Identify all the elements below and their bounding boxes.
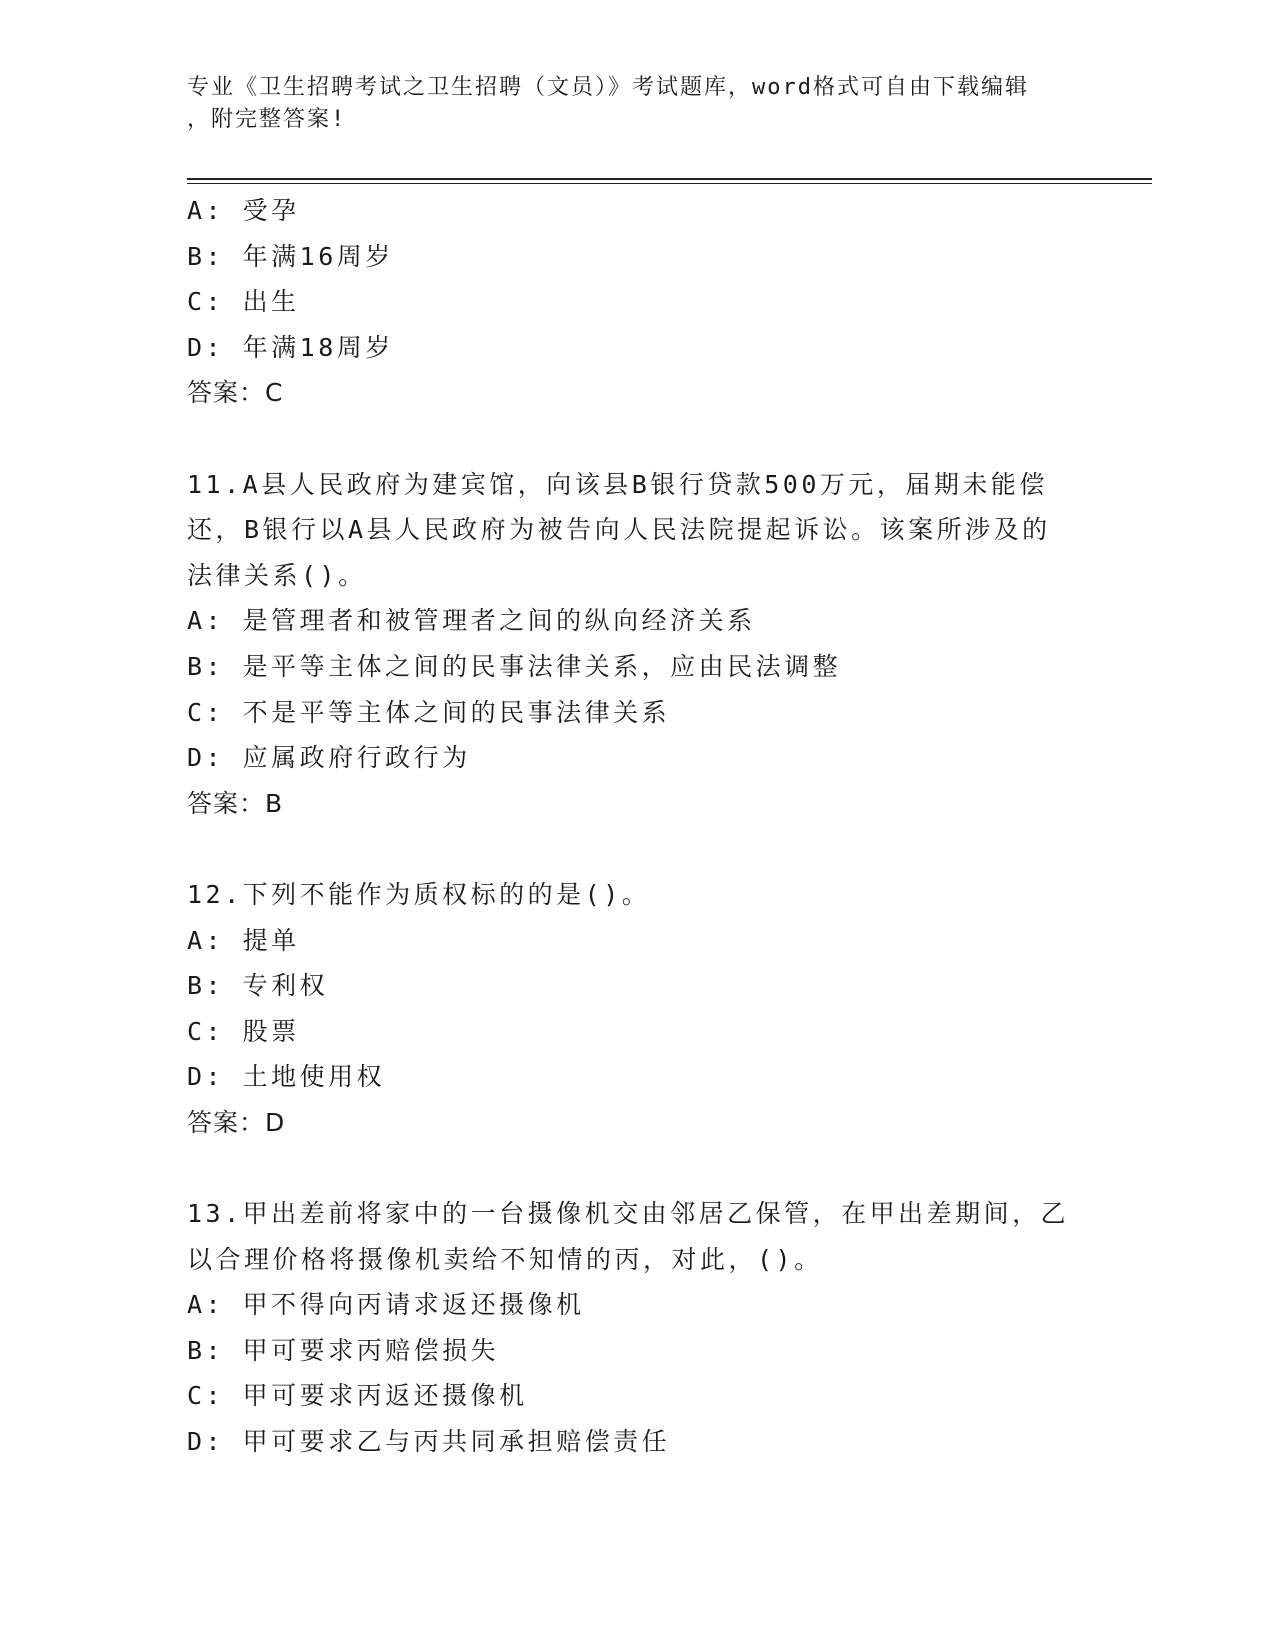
- answer: 答案：C: [187, 378, 284, 408]
- option-a: A: 提单: [187, 925, 300, 955]
- option-b: B: 年满16周岁: [187, 241, 394, 271]
- option-a: A: 受孕: [187, 196, 300, 225]
- spacer: [187, 826, 1147, 872]
- option-c: C: 甲可要求丙返还摄像机: [187, 1381, 528, 1411]
- answer: 答案：D: [187, 1107, 286, 1137]
- option-b: B: 专利权: [187, 971, 329, 1001]
- option-a: A: 是管理者和被管理者之间的纵向经济关系: [187, 606, 756, 636]
- question-11: [187, 462, 1147, 827]
- question-13: [187, 1191, 1147, 1465]
- question-stem: 11.A县人民政府为建宾馆，向该县B银行贷款500万元，届期未能偿: [187, 469, 1048, 499]
- spacer: [187, 1145, 1147, 1191]
- header-divider-thick: [187, 178, 1152, 180]
- question-stem: 12.下列不能作为质权标的的是()。: [187, 879, 651, 909]
- option-c: C: 不是平等主体之间的民事法律关系: [187, 697, 671, 727]
- question-stem: 13.甲出差前将家中的一台摄像机交由邻居乙保管，在甲出差期间，乙: [187, 1199, 1070, 1229]
- option-d: D: 年满18周岁: [187, 332, 394, 362]
- question-stem: 法律关系()。: [187, 560, 367, 590]
- question-12: [187, 872, 1147, 1146]
- option-b: B: 甲可要求丙赔偿损失: [187, 1335, 500, 1365]
- option-d: D: 应属政府行政行为: [187, 743, 471, 773]
- header-line-1: 专业《卫生招聘考试之卫生招聘（文员）》考试题库，word格式可自由下载编辑: [187, 75, 1029, 100]
- header-line-2: ，附完整答案!: [187, 107, 347, 132]
- option-d: D: 土地使用权: [187, 1062, 386, 1092]
- option-c: C: 股票: [187, 1016, 300, 1046]
- question-stem: 还，B银行以A县人民政府为被告向人民法院提起诉讼。该案所涉及的: [187, 515, 1051, 545]
- document-header: [187, 72, 1087, 136]
- answer: 答案：B: [187, 788, 284, 818]
- header-divider-thin: [187, 183, 1152, 184]
- option-b: B: 是平等主体之间的民事法律关系，应由民法调整: [187, 651, 842, 681]
- option-c: C: 出生: [187, 287, 300, 317]
- question-list: [187, 188, 1147, 1465]
- question-stem: 以合理价格将摄像机卖给不知情的丙，对此，()。: [187, 1244, 823, 1274]
- option-d: D: 甲可要求乙与丙共同承担赔偿责任: [187, 1427, 671, 1457]
- option-a: A: 甲不得向丙请求返还摄像机: [187, 1290, 585, 1320]
- spacer: [187, 416, 1147, 462]
- question-10: [187, 188, 1147, 416]
